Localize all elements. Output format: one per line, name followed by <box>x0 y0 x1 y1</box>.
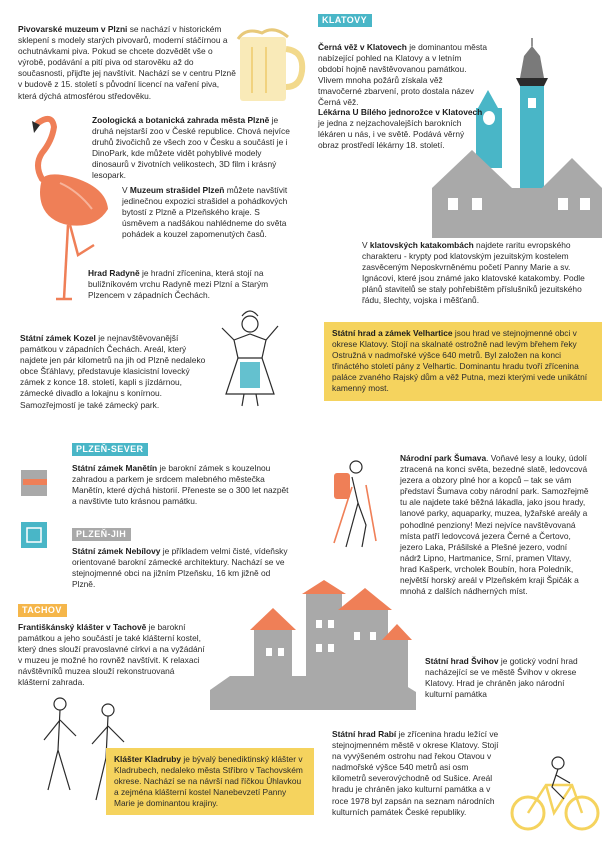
lekarna-text: Lékárna U Bílého jednorožce v Klatovech je jedna z nejzachovalejších barokních lékáren u nás, i ve světě. Podává věrný obraz prostředí lékárny 18. století. <box>318 107 483 151</box>
map-strip-icon <box>17 470 55 550</box>
rabi-text: Státní hrad Rabí je zřícenina hradu ležící ve stejnojmenném městě v okrese Klatovy. Stojí na vyvýšeném ostrohu nad řekou Otavou v nadmořské výšce 540 metrů asi osm kilometrů severovýchodně od Sušice. Areál hradu je chráněn jako kulturní památka a v roce 1978 byl zapsán na seznam národních kulturních památek České republiky. <box>332 729 499 817</box>
cyclist-icon <box>510 755 600 835</box>
beer-mug-icon <box>236 25 306 107</box>
manetin-text: Státní zámek Manětín je barokní zámek s kouzelnou zahradou a parkem je srdcem malebného městečka Manětín, které dýchá historií. Přeneste se o 300 let nazpět a navštivte tuto krásnou památku. <box>72 463 289 507</box>
tachov-title: Františkánský klášter v Tachově <box>18 622 147 632</box>
zoo-text: Zoologická a botanická zahrada města Plzně je druhá nejstarší zoo v České republice. Chová nejvíce druhů živočichů ze všech zoo v Česku a součástí je i DinoPark, kde můžete vidět pohyblivé modely dinosaurů v životních velikostech, 3D film i krásný lesopark. <box>92 115 290 181</box>
castle-svihov-icon <box>210 580 420 710</box>
nebilovy-title: Státní zámek Nebílovy <box>72 546 161 556</box>
sumava-text: Národní park Šumava. Voňavé lesy a louky, údolí ztracená na konci světa, bezedné slatě, ledovcová jezera a obzory plné hor a kopců – tak se vám představí Šumava coby národní park. Samozřejmě tu ale najdete také běžná lákadla, jako jsou hrady, lanové parky, aquaparky, muzea, lyžařské areály a pohodlné penziony! Mezi nejvíce navštěvovaná místa patří ledovcová jezera Černé a Čertovo, jezero Laka, Prášilské a Plešné jezero, vodní nádrž Lipno, Hartmanice, Srní, pramen Vltavy, hrad Kašperk, vrcholek Boubín, hora Poledník, největší horský areál v Plzeňském kraji Špičák a mnohá z dalších nádherných míst. <box>400 453 589 597</box>
tachov-text: Františkánský klášter v Tachově je barokní památkou a jeho součástí je také klášterní kostel, který dnes slouží pravoslavné církvi a na vyžádání v muzeu je možné ho rovněž navštívit. K relaxaci návštěvníků muzea slouží rekonstruovaná klášterní zahrada. <box>18 622 205 688</box>
vez-title: Černá věž v Klatovech <box>318 42 407 52</box>
label-tachov: TACHOV <box>18 604 67 617</box>
pivovar-title: Pivovarské muzeum v Plzni <box>18 24 128 34</box>
label-klatovy: KLATOVY <box>318 14 372 27</box>
katakomby-text: V klatovských katakombách najdete raritu evropského charakteru - krypty pod klatovským jezuitským kostelem zasvěceným Neposkvrněnému početí Panny Marie a sv. Ignácovi, které jsou známé jako klatovské katakomby. Podle plánů stavitelů se staly pohřebištěm příslušníků jezuitského řádu, šlechty, vojska i měšťanů. <box>362 240 585 306</box>
kozel-text: Státní zámek Kozel je nejnavštěvovanější památkou v západních Čechách. Areál, který najdete jen pár kilometrů na jih od Plzně nedaleko obce Šťáhlavy, představuje klasicistní lovecký zámek z konce 18. století, kapli s jízdárnou, zámecké divadlo a lokajnu s konírnou. Samozřejmostí je také zámecký park. <box>20 333 206 410</box>
kladruby-text: Klášter Kladruby je bývalý benediktinský klášter v Kladrubech, nedaleko města Stříbro v Tachovském okrese. Nachází se na návrší nad říčkou Úhlavkou a zejména klášterní kostel Nanebevzetí Panny Marie je dominantou krajiny. <box>106 748 314 815</box>
strasidla-title: Muzeum strašidel Plzeň <box>129 185 225 195</box>
zoo-title: Zoologická a botanická zahrada města Plzně <box>92 115 270 125</box>
manetin-title: Státní zámek Manětín <box>72 463 158 473</box>
nebilovy-text: Státní zámek Nebílovy je příkladem velmi čisté, vídeňsky orientované barokní zámecké architektury. Nachází se ve stejnojmenné obci na jižním Plzeňsku, 16 km jižně od Plzně. <box>72 546 288 590</box>
sumava-title: Národní park Šumava <box>400 453 487 463</box>
strasidla-text: V Muzeum strašidel Plzeň můžete navštívit jedinečnou expozici strašidel a pohádkových bytostí z Plzně a Plzeňského kraje. S úsměvem a nadšákou nahlédneme do světa pohádek a kouzel zapomenutých časů. <box>122 185 288 240</box>
velhartice-title: Státní hrad a zámek Velhartice <box>332 328 453 338</box>
woman-figure-icon <box>212 306 292 408</box>
vez-text: Černá věž v Klatovech je dominantou města nabízející pohled na Klatovy a v letním období hojně navštěvovanou památkou. Vlivem mnoha požárů získala věž tmavočerné zbarvení, proto dostala název Černá věž. <box>318 42 487 108</box>
radyne-text: Hrad Radyně je hradní zřícenina, která stojí na bulížníkovém vrchu Radyně mezi Plzní a Starým Plzencem v západních Čechách. <box>88 268 269 301</box>
pivovar-text: Pivovarské muzeum v Plzni se nachází v historickém sklepení s modely starých pivovarů, moderní stáčírnou a ochutnávkami piva. Pokud se chcete dozvědět vše o výrobě, podávání a pití piva od starověku až do současnosti, přijďte jej navštívit. Nachází se v centru Plzně v budově z 15. století s původní licencí na vaření piva, která dýchá atmosférou středověku. <box>18 24 236 101</box>
kozel-title: Státní zámek Kozel <box>20 333 96 343</box>
katakomby-title: klatovských katakombách <box>369 240 474 250</box>
svihov-title: Státní hrad Švihov <box>425 656 499 666</box>
kladruby-title: Klášter Kladruby <box>114 754 182 764</box>
lekarna-title: Lékárna U Bílého jednorožce v Klatovech <box>318 107 483 117</box>
velhartice-text: Státní hrad a zámek Velhartice jsou hrad ve stejnojmenné obci v okrese Klatovy. Stojí na skalnaté ostrožně nad levým břehem řeky Ostružná v nadmořské výšce 640 metrů. Byl založen na konci třináctého století pány z Velhartic. Dominantu hradu tvoří zřícenina paláce zvaného Rajský dům a věž Putna, mezi kterými vede unikátní kamenný most. <box>324 322 602 401</box>
hiker-icon <box>322 455 378 550</box>
rabi-title: Státní hrad Rabí <box>332 729 397 739</box>
label-plzen-jih: PLZEŇ-JIH <box>72 528 131 541</box>
radyne-title: Hrad Radyně <box>88 268 140 278</box>
label-plzen-sever: PLZEŇ-SEVER <box>72 443 148 456</box>
svihov-text: Státní hrad Švihov je gotický vodní hrad nacházející se ve městě Švihov v okrese Klatovy. Hrad je chráněn jako národní kulturní památka <box>425 656 578 700</box>
